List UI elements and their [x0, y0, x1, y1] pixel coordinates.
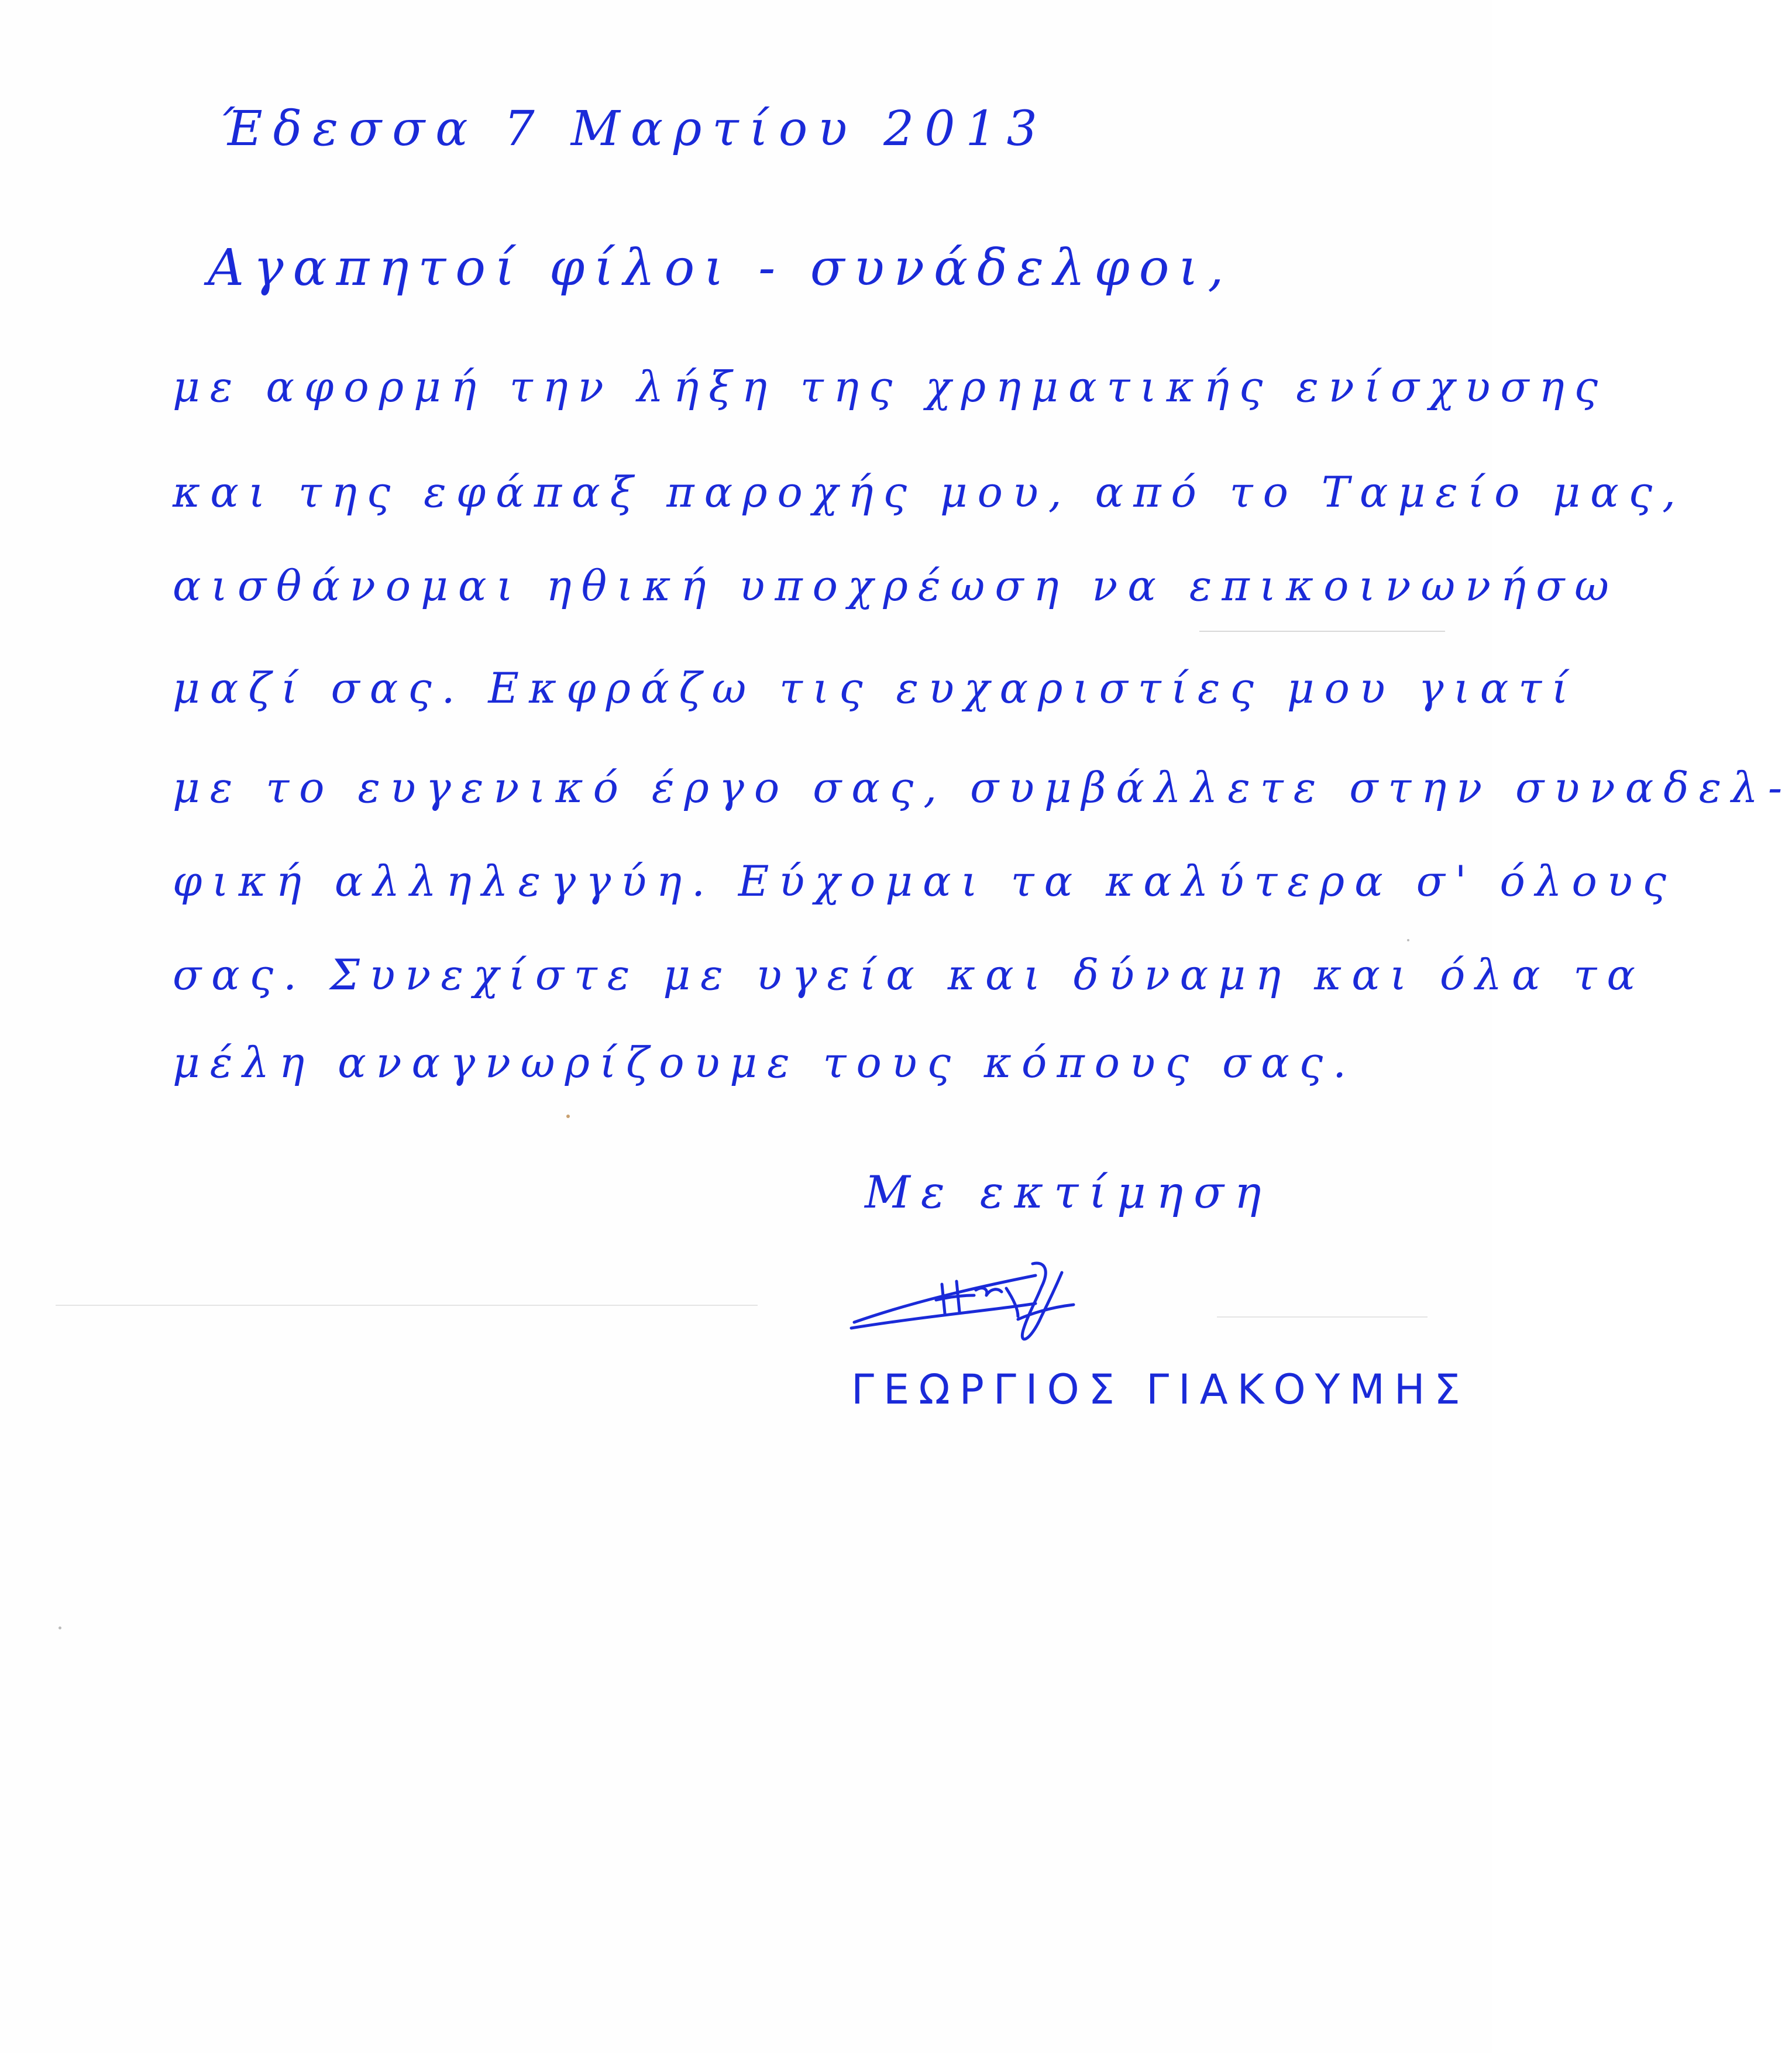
letter-body-line: αισθάνομαι ηθική υποχρέωση να επικοινωνήσω — [173, 561, 1619, 610]
letter-body-line: με το ευγενικό έργο σας, συμβάλλετε στην συναδελ- — [173, 763, 1792, 812]
paper-speck — [59, 1626, 61, 1629]
signer-name: ΓΕΩΡΓΙΟΣ ΓΙΑΚΟΥΜΗΣ — [851, 1366, 1470, 1414]
handwritten-signature — [842, 1246, 1170, 1375]
letter-body-line: μαζί σας. Εκφράζω τις ευχαριστίες μου γιατί — [173, 663, 1578, 713]
paper-fold-mark — [56, 1305, 758, 1306]
paper-speck — [1407, 939, 1409, 941]
letter-body-line: σας. Συνεχίστε με υγεία και δύναμη και όλα τα — [173, 950, 1645, 999]
letter-body-line: φική αλληλεγγύη. Εύχομαι τα καλύτερα σ' όλους — [173, 857, 1676, 906]
letter-date: Έδεσσα 7 Μαρτίου 2013 — [219, 101, 1048, 157]
letter-body-line: μέλη αναγνωρίζουμε τους κόπους σας. — [173, 1038, 1356, 1087]
letter-body-line: και της εφάπαξ παροχής μου, από το Ταμείο μας, — [173, 467, 1686, 517]
paper-speck — [566, 1115, 570, 1118]
letter-body-line: με αφορμή την λήξη της χρηματικής ενίσχυσης — [173, 362, 1608, 411]
paper-fold-mark — [1199, 631, 1445, 632]
letter-salutation: Αγαπητοί φίλοι - συνάδελφοι, — [208, 239, 1233, 297]
paper-fold-mark — [1217, 1316, 1428, 1318]
letter-closing: Με εκτίμηση — [865, 1166, 1272, 1218]
